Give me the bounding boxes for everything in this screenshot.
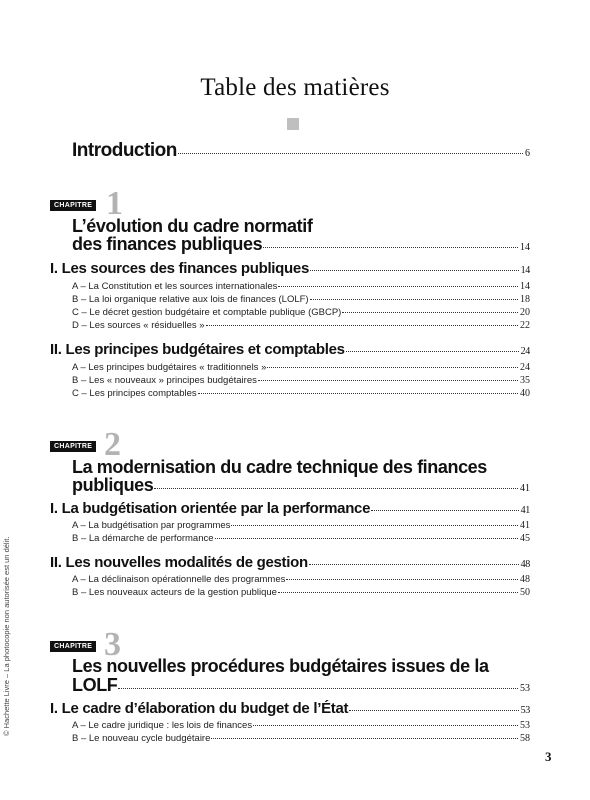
page-number: 3 [545,749,552,764]
page-title: Table des matières [200,74,390,101]
item-label: B – Les « nouveaux » principes budgétaires [72,375,257,386]
item-label: D – Les sources « résiduelles » [72,320,205,331]
chapter-page: 41 [520,483,530,494]
leader-dots [211,738,518,739]
item-label: B – La démarche de performance [72,533,214,544]
leader-dots [206,325,518,326]
section-label: II. Les nouvelles modalités de gestion [50,554,308,571]
toc-item[interactable] [72,574,530,585]
toc-item[interactable] [72,733,530,744]
chapter-title-row[interactable] [72,675,530,695]
leader-dots [349,710,518,711]
section-label: II. Les principes budgétaires et comptables [50,341,345,358]
item-page: 58 [520,733,530,744]
section-page: 41 [520,505,530,516]
chapter-number: 3 [104,626,121,663]
copyright-notice: © Hachette Livre – La photocopie non autorisée est un délit. [2,536,11,736]
item-label: A – Le cadre juridique : les lois de finances [72,720,253,731]
introduction-page: 6 [525,148,530,159]
leader-dots [310,270,519,271]
toc-section[interactable] [50,260,530,277]
leader-dots [263,247,518,248]
leader-dots [342,312,518,313]
item-label: A – La Constitution et les sources internationales [72,281,278,292]
item-label: A – La budgétisation par programmes [72,520,231,531]
item-page: 40 [520,388,530,399]
toc-item[interactable] [72,520,530,531]
leader-dots [309,564,519,565]
leader-dots [267,367,518,368]
chapter-badge: CHAPITRE [50,641,96,652]
item-label: A – Les principes budgétaires « traditionnels » [72,362,267,373]
item-page: 24 [520,362,530,373]
introduction-label: Introduction [72,140,177,161]
leader-dots [346,351,519,352]
section-label: I. La budgétisation orientée par la performance [50,500,371,517]
item-label: B – La loi organique relative aux lois de finances (LOLF) [72,294,309,305]
chapter-page: 14 [520,242,530,253]
chapter-badge: CHAPITRE [50,441,96,452]
leader-dots [286,579,518,580]
leader-dots [278,592,518,593]
leader-dots [278,286,518,287]
item-label: C – Les principes comptables [72,388,197,399]
item-page: 48 [520,574,530,585]
leader-dots [198,393,518,394]
chapter-title-row[interactable] [72,475,530,495]
item-page: 41 [520,520,530,531]
toc-item[interactable] [72,281,530,292]
chapter-title-row[interactable] [72,234,530,254]
toc-item[interactable] [72,388,530,399]
section-page: 53 [520,705,530,716]
item-page: 35 [520,375,530,386]
item-page: 20 [520,307,530,318]
chapter-title-line1: Les nouvelles procédures budgétaires issues de la [72,656,489,676]
item-label: B – Le nouveau cycle budgétaire [72,733,211,744]
toc-section[interactable] [50,500,530,517]
leader-dots [178,153,523,154]
toc-item[interactable] [72,375,530,386]
decorative-square [287,118,299,130]
leader-dots [310,299,518,300]
section-page: 14 [520,265,530,276]
toc-item[interactable] [72,294,530,305]
leader-dots [253,725,518,726]
chapter-page: 53 [520,683,530,694]
item-label: A – La déclinaison opérationnelle des programmes [72,574,286,585]
item-page: 14 [520,281,530,292]
toc-section[interactable] [50,700,530,717]
leader-dots [258,380,518,381]
toc-item[interactable] [72,307,530,318]
toc-item[interactable] [72,587,530,598]
chapter-number: 2 [104,426,121,463]
item-page: 45 [520,533,530,544]
leader-dots [154,488,518,489]
section-page: 24 [520,346,530,357]
item-page: 53 [520,720,530,731]
section-page: 48 [520,559,530,570]
section-label: I. Le cadre d’élaboration du budget de l’État [50,700,349,717]
item-page: 22 [520,320,530,331]
leader-dots [215,538,518,539]
toc-item[interactable] [72,533,530,544]
item-label: B – Les nouveaux acteurs de la gestion publique [72,587,277,598]
toc-introduction[interactable] [72,140,530,162]
leader-dots [371,510,518,511]
chapter-number: 1 [106,185,123,222]
toc-section[interactable] [50,554,530,571]
toc-item[interactable] [72,362,530,373]
section-label: I. Les sources des finances publiques [50,260,309,277]
toc-item[interactable] [72,320,530,331]
item-label: C – Le décret gestion budgétaire et comptable publique (GBCP) [72,307,342,318]
toc-section[interactable] [50,341,530,358]
leader-dots [118,688,518,689]
chapter-title-line1: La modernisation du cadre technique des finances [72,457,487,477]
chapter-title-line2: publiques [72,475,154,495]
chapter-title-line2: des finances publiques [72,234,263,254]
chapter-badge: CHAPITRE [50,200,96,211]
toc-item[interactable] [72,720,530,731]
leader-dots [231,525,518,526]
item-page: 50 [520,587,530,598]
chapter-title-line2: LOLF [72,675,118,695]
chapter-title-line1: L’évolution du cadre normatif [72,216,313,236]
item-page: 18 [520,294,530,305]
